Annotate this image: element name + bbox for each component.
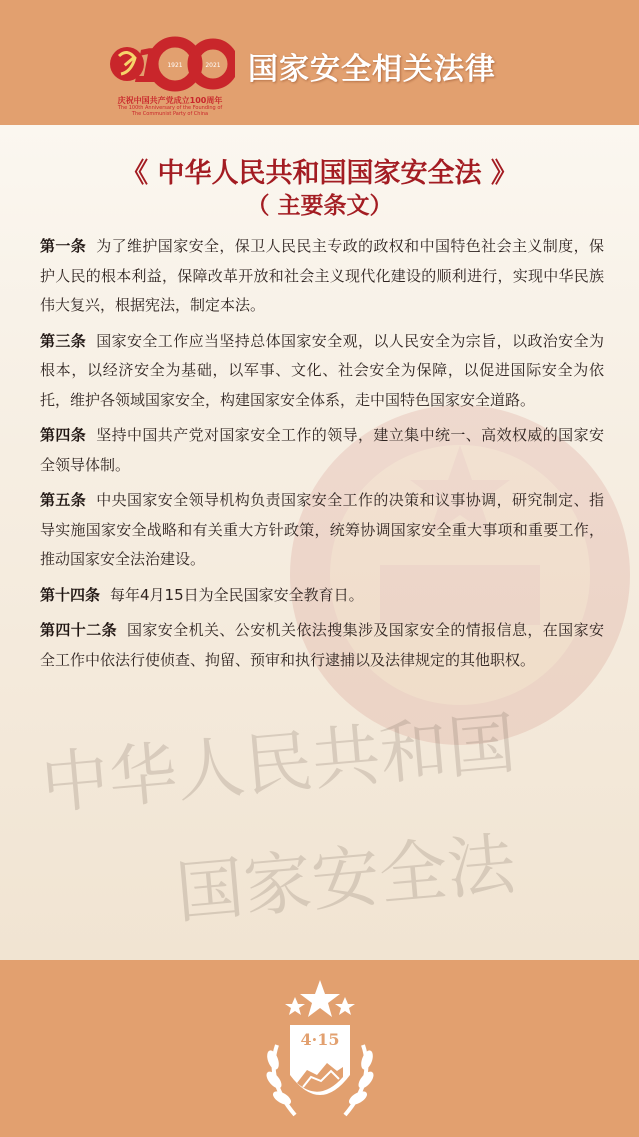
star-icon — [300, 980, 340, 1017]
article-number: 第十四条 — [40, 585, 101, 604]
watermark-line-1: 中华人民共和国 — [37, 704, 520, 825]
article-14 — [40, 581, 604, 611]
article-number: 第四十二条 — [40, 621, 117, 639]
logo-year-right: 2021 — [205, 62, 221, 69]
article-text: 国家安全工作应当坚持总体国家安全观，以人民安全为宗旨，以政治安全为根本，以经济安全为基础，以军事、文化、社会安全为保障，以促进国际安全为依托，维护各领域国家安全，构建国家安全体系，走中国特色国家安全道路。 — [40, 331, 604, 409]
logo-caption-en-2: The Communist Party of China — [131, 111, 209, 117]
article-number: 第五条 — [40, 491, 87, 509]
logo-number-text: 1 — [133, 39, 166, 93]
article-1 — [40, 232, 604, 321]
article-number: 第三条 — [40, 331, 87, 350]
centenary-100-icon — [105, 34, 235, 94]
star-icon — [335, 997, 355, 1015]
centenary-logo — [105, 34, 235, 124]
star-icon — [285, 997, 305, 1015]
logo-year-left: 1921 — [167, 62, 183, 69]
article-number: 第四条 — [40, 426, 87, 444]
article-5 — [40, 486, 604, 575]
security-day-date: 4·15 — [300, 1030, 340, 1049]
page-title: 国家安全相关法律 — [248, 52, 496, 87]
article-text: 每年4月15日为全民国家安全教育日。 — [110, 585, 364, 604]
logo-caption-cn: 庆祝中国共产党成立100周年 — [117, 96, 223, 105]
article-text: 坚持中国共产党对国家安全工作的领导，建立集中统一、高效权威的国家安全领导体制。 — [40, 426, 604, 474]
document-subtitle: （ 主要条文） — [246, 192, 393, 219]
article-42 — [40, 616, 604, 675]
logo-caption — [105, 96, 235, 117]
article-text: 中央国家安全领导机构负责国家安全工作的决策和议事协调，研究制定、指导实施国家安全战略和有关重大方针政策，统筹协调国家安全重大事项和重要工作，推动国家安全法治建设。 — [40, 491, 604, 568]
article-text: 国家安全机关、公安机关依法搜集涉及国家安全的情报信息，在国家安全工作中依法行使侦查、拘留、预审和执行逮捕以及法律规定的其他职权。 — [40, 621, 604, 669]
footer-band — [0, 960, 639, 1137]
logo-caption-en-1: The 100th Anniversary of the Founding of — [117, 105, 223, 111]
watermark-line-2: 国家安全法 — [172, 825, 519, 934]
article-list — [40, 232, 604, 681]
security-day-emblem-icon — [255, 975, 385, 1130]
document-body — [0, 125, 639, 960]
header-band — [0, 0, 639, 125]
document-title: 《 中华人民共和国国家安全法 》 — [121, 158, 518, 189]
article-number: 第一条 — [40, 237, 87, 255]
article-4 — [40, 421, 604, 480]
article-3 — [40, 327, 604, 416]
article-text: 为了维护国家安全，保卫人民民主专政的政权和中国特色社会主义制度，保护人民的根本利益，保障改革开放和社会主义现代化建设的顺利进行，实现中华民族伟大复兴，根据宪法，制定本法。 — [40, 237, 604, 314]
